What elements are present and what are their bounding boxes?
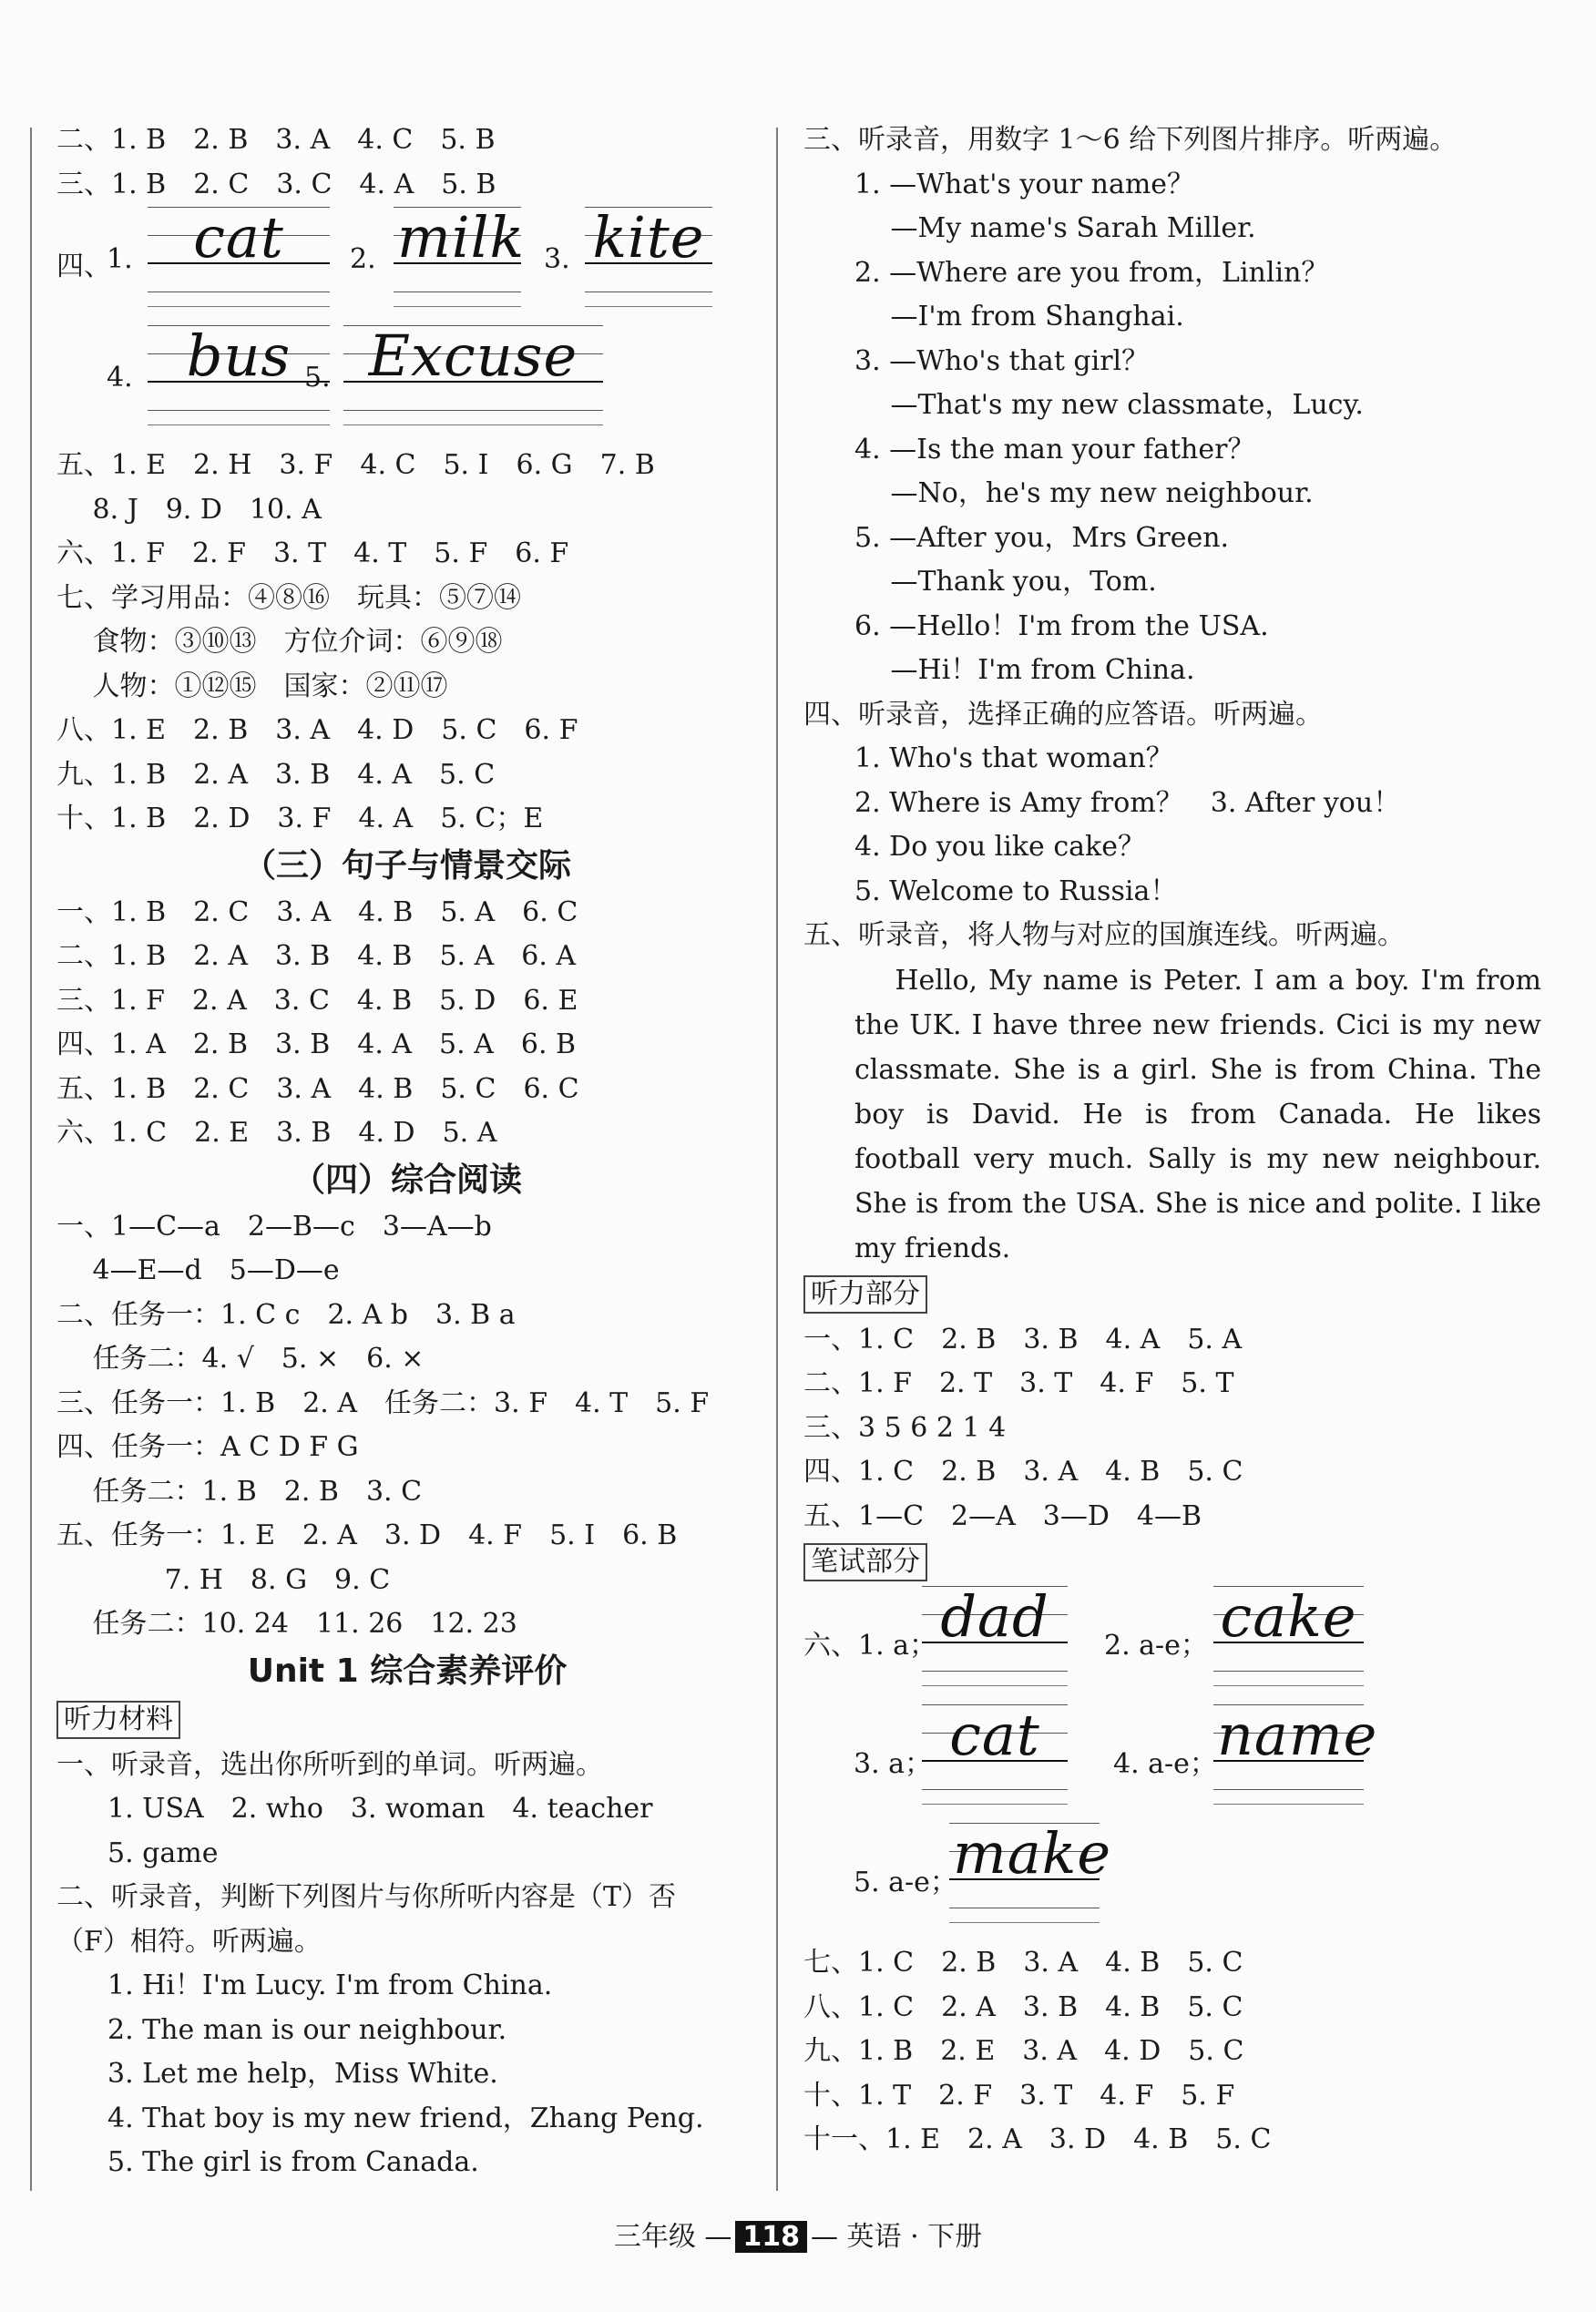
question-title: 二、听录音，判断下列图片与你所听内容是（T）否 xyxy=(56,1881,677,1913)
question-title: 五、听录音，将人物与对应的国旗连线。听两遍。 xyxy=(803,919,1405,951)
question-title: （F）相符。听两遍。 xyxy=(56,1925,322,1958)
handwriting-box xyxy=(922,1583,1068,1672)
handwritten-word: cat xyxy=(949,1702,1040,1768)
answer-line: 四、1. C 2. B 3. A 4. B 5. C xyxy=(803,1456,1243,1488)
question-item: 2. The man is our neighbour. xyxy=(107,2013,507,2046)
dialogue-line: 5. —After you，Mrs Green. xyxy=(854,521,1230,554)
answer-line: 二、1. B 2. A 3. B 4. B 5. A 6. A xyxy=(56,940,577,972)
handwriting-box xyxy=(343,322,603,411)
dialogue-line: —Hi！I'm from China. xyxy=(854,654,1195,686)
item-label: 3. a； xyxy=(854,1748,933,1780)
question-item: 4. Do you like cake？ xyxy=(854,831,1145,863)
unit-heading: Unit 1 综合素养评价 xyxy=(247,1652,568,1690)
question-item: 1. Who's that woman？ xyxy=(854,742,1173,774)
right-column xyxy=(803,118,1541,2163)
answer-line: 五、1. B 2. C 3. A 4. B 5. C 6. C xyxy=(56,1072,579,1105)
dialogue-line: 6. —Hello！I'm from the USA. xyxy=(854,609,1269,642)
handwritten-word: make xyxy=(953,1820,1112,1887)
handwritten-word: cake xyxy=(1220,1583,1357,1650)
question-item: 2. Where is Amy from？ 3. After you！ xyxy=(854,786,1401,819)
answer-line: 任务二：1. B 2. B 3. C xyxy=(56,1475,423,1508)
handwriting-row-3 xyxy=(803,1583,1541,1704)
answer-line: 五、1—C 2—A 3—D 4—B xyxy=(803,1499,1202,1532)
answer-line: 7. H 8. G 9. C xyxy=(56,1563,391,1596)
dialogue-line: 1. —What's your name？ xyxy=(854,168,1195,200)
answer-line: 一、1—C—a 2—B—c 3—A—b xyxy=(56,1210,492,1243)
answer-line: 九、1. B 2. A 3. B 4. A 5. C xyxy=(56,758,496,791)
answer-line: 九、1. B 2. E 3. A 4. D 5. C xyxy=(803,2035,1244,2067)
answer-line: 三、任务一：1. B 2. A 任务二：3. F 4. T 5. F xyxy=(56,1386,710,1419)
handwriting-row-1 xyxy=(56,204,758,325)
question-item: 1. Hi！I'm Lucy. I'm from China. xyxy=(107,1969,553,2001)
handwritten-word: Excuse xyxy=(368,322,578,389)
item-number: 3. xyxy=(544,243,570,275)
item-label: 5. a-e； xyxy=(854,1867,957,1898)
answer-line: 四、任务一：A C D F G xyxy=(56,1431,359,1463)
handwriting-row-2 xyxy=(56,322,758,444)
handwritten-word: cat xyxy=(193,204,284,271)
answer-line: 二、1. B 2. B 3. A 4. C 5. B xyxy=(56,124,496,156)
handwritten-word: bus xyxy=(186,322,292,389)
answer-line: 八、1. C 2. A 3. B 4. B 5. C xyxy=(803,1990,1243,2023)
answer-line: 四、1. A 2. B 3. B 4. A 5. A 6. B xyxy=(56,1028,577,1060)
left-margin-rule xyxy=(30,128,32,2191)
listening-material-label: 听力材料 xyxy=(56,1701,180,1739)
answer-line: 七、学习用品：④⑧⑯ 玩具：⑤⑦⑭ xyxy=(56,581,521,614)
answer-line: 三、1. B 2. C 3. C 4. A 5. B xyxy=(56,168,496,200)
answer-line: 六、1. F 2. F 3. T 4. T 5. F 6. F xyxy=(56,537,569,569)
dialogue-line: —I'm from Shanghai. xyxy=(854,301,1184,332)
dialogue-line: 4. —Is the man your father？ xyxy=(854,433,1255,465)
page-number: 118 xyxy=(735,2221,807,2253)
item-number: 2. xyxy=(350,243,376,275)
dialogue-line: 2. —Where are you from，Linlin？ xyxy=(854,256,1329,289)
dialogue-line: —My name's Sarah Miller. xyxy=(854,212,1256,244)
handwriting-box xyxy=(922,1704,1068,1790)
answer-line: 五、任务一：1. E 2. A 3. D 4. F 5. I 6. B xyxy=(56,1519,678,1551)
handwriting-row-5 xyxy=(803,1820,1541,1941)
answer-line: 一、1. B 2. C 3. A 4. B 5. A 6. C xyxy=(56,895,578,928)
handwriting-box xyxy=(1213,1702,1378,1790)
section-label: 四、 xyxy=(56,251,111,282)
handwriting-box xyxy=(394,204,526,292)
item-label: 六、1. a； xyxy=(803,1630,937,1662)
handwritten-word: kite xyxy=(592,204,705,271)
answer-line: 二、1. F 2. T 3. T 4. F 5. T xyxy=(803,1367,1234,1399)
handwritten-word: milk xyxy=(397,204,526,271)
section-heading: （三）句子与情景交际 xyxy=(242,846,571,885)
item-number: 4. xyxy=(107,362,133,394)
handwriting-box xyxy=(148,204,330,292)
answer-line: 六、1. C 2. E 3. B 4. D 5. A xyxy=(56,1117,497,1149)
answer-line: 十、1. T 2. F 3. T 4. F 5. F xyxy=(803,2079,1235,2112)
listening-part-label: 听力部分 xyxy=(803,1275,927,1314)
handwritten-word: dad xyxy=(940,1583,1049,1650)
question-item: 5. The girl is from Canada. xyxy=(107,2146,479,2178)
answer-line: 人物：①⑫⑮ 国家：②⑪⑰ xyxy=(56,670,448,702)
page-footer: 三年级 — 118 — 英语 · 下册 xyxy=(613,2221,983,2253)
answer-line: 一、1. C 2. B 3. B 4. A 5. A xyxy=(803,1323,1243,1355)
question-item: 4. That boy is my new friend，Zhang Peng. xyxy=(107,2102,704,2134)
handwriting-box xyxy=(949,1820,1112,1908)
written-part-label: 笔试部分 xyxy=(803,1543,927,1581)
item-label: 4. a-e； xyxy=(1113,1748,1217,1780)
answer-line: 五、1. E 2. H 3. F 4. C 5. I 6. G 7. B xyxy=(56,449,655,481)
answer-line: 三、3 5 6 2 1 4 xyxy=(803,1411,1007,1444)
question-item: 3. Let me help，Miss White. xyxy=(107,2058,498,2090)
handwriting-box xyxy=(148,322,330,411)
dialogue-line: —That's my new classmate，Lucy. xyxy=(854,389,1364,421)
footer-subject: 英语 · 下册 xyxy=(846,2221,983,2253)
handwritten-word: name xyxy=(1217,1702,1378,1768)
item-number: 1. xyxy=(107,243,133,275)
answer-line: 任务二：10. 24 11. 26 12. 23 xyxy=(56,1608,517,1640)
answer-line: 十一、1. E 2. A 3. D 4. B 5. C xyxy=(803,2123,1272,2155)
answer-line: 二、任务一：1. C c 2. A b 3. B a xyxy=(56,1298,516,1331)
answer-line: 任务二：4. √ 5. × 6. × xyxy=(56,1343,425,1375)
answer-line: 十、1. B 2. D 3. F 4. A 5. C；E xyxy=(56,803,544,834)
dialogue-line: —Thank you，Tom. xyxy=(854,566,1157,598)
dialogue-line: —No，he's my new neighbour. xyxy=(854,477,1314,509)
question-item: 5. Welcome to Russia！ xyxy=(854,875,1178,907)
question-item: 1. USA 2. who 3. woman 4. teacher xyxy=(107,1793,653,1825)
answer-line: 七、1. C 2. B 3. A 4. B 5. C xyxy=(803,1947,1243,1979)
question-title: 一、听录音，选出你所听到的单词。听两遍。 xyxy=(56,1748,603,1781)
section-heading: （四）综合阅读 xyxy=(292,1161,522,1199)
item-number: 5. xyxy=(304,362,331,394)
question-item: 5. game xyxy=(107,1836,219,1869)
reading-passage: Hello, My name is Peter. I am a boy. I'm from the UK. I have three new friends. Cici is my new classmate. She is a girl. She is from China. The boy is David. He is from Canada. He likes football very much. Sally is my new neighbour. She is from the USA. She is nice and polite. I like my friends. xyxy=(854,964,1541,1264)
answer-line: 三、1. F 2. A 3. C 4. B 5. D 6. E xyxy=(56,984,578,1017)
handwriting-box xyxy=(1213,1583,1364,1672)
handwriting-row-4 xyxy=(803,1704,1541,1823)
handwriting-box xyxy=(585,204,712,292)
left-column xyxy=(56,118,758,2185)
footer-grade: 三年级 xyxy=(613,2221,696,2253)
question-title: 三、听录音，用数字 1～6 给下列图片排序。听两遍。 xyxy=(803,124,1458,156)
dialogue-line: 3. —Who's that girl？ xyxy=(854,344,1150,377)
answer-line: 4—E—d 5—D—e xyxy=(56,1254,340,1286)
answer-line: 食物：③⑩⑬ 方位介词：⑥⑨⑱ xyxy=(56,626,503,658)
question-title: 四、听录音，选择正确的应答语。听两遍。 xyxy=(803,698,1323,731)
item-label: 2. a-e； xyxy=(1104,1630,1208,1662)
column-divider xyxy=(776,128,778,2191)
answer-line: 八、1. E 2. B 3. A 4. D 5. C 6. F xyxy=(56,714,578,746)
answer-line: 8. J 9. D 10. A xyxy=(56,493,322,526)
